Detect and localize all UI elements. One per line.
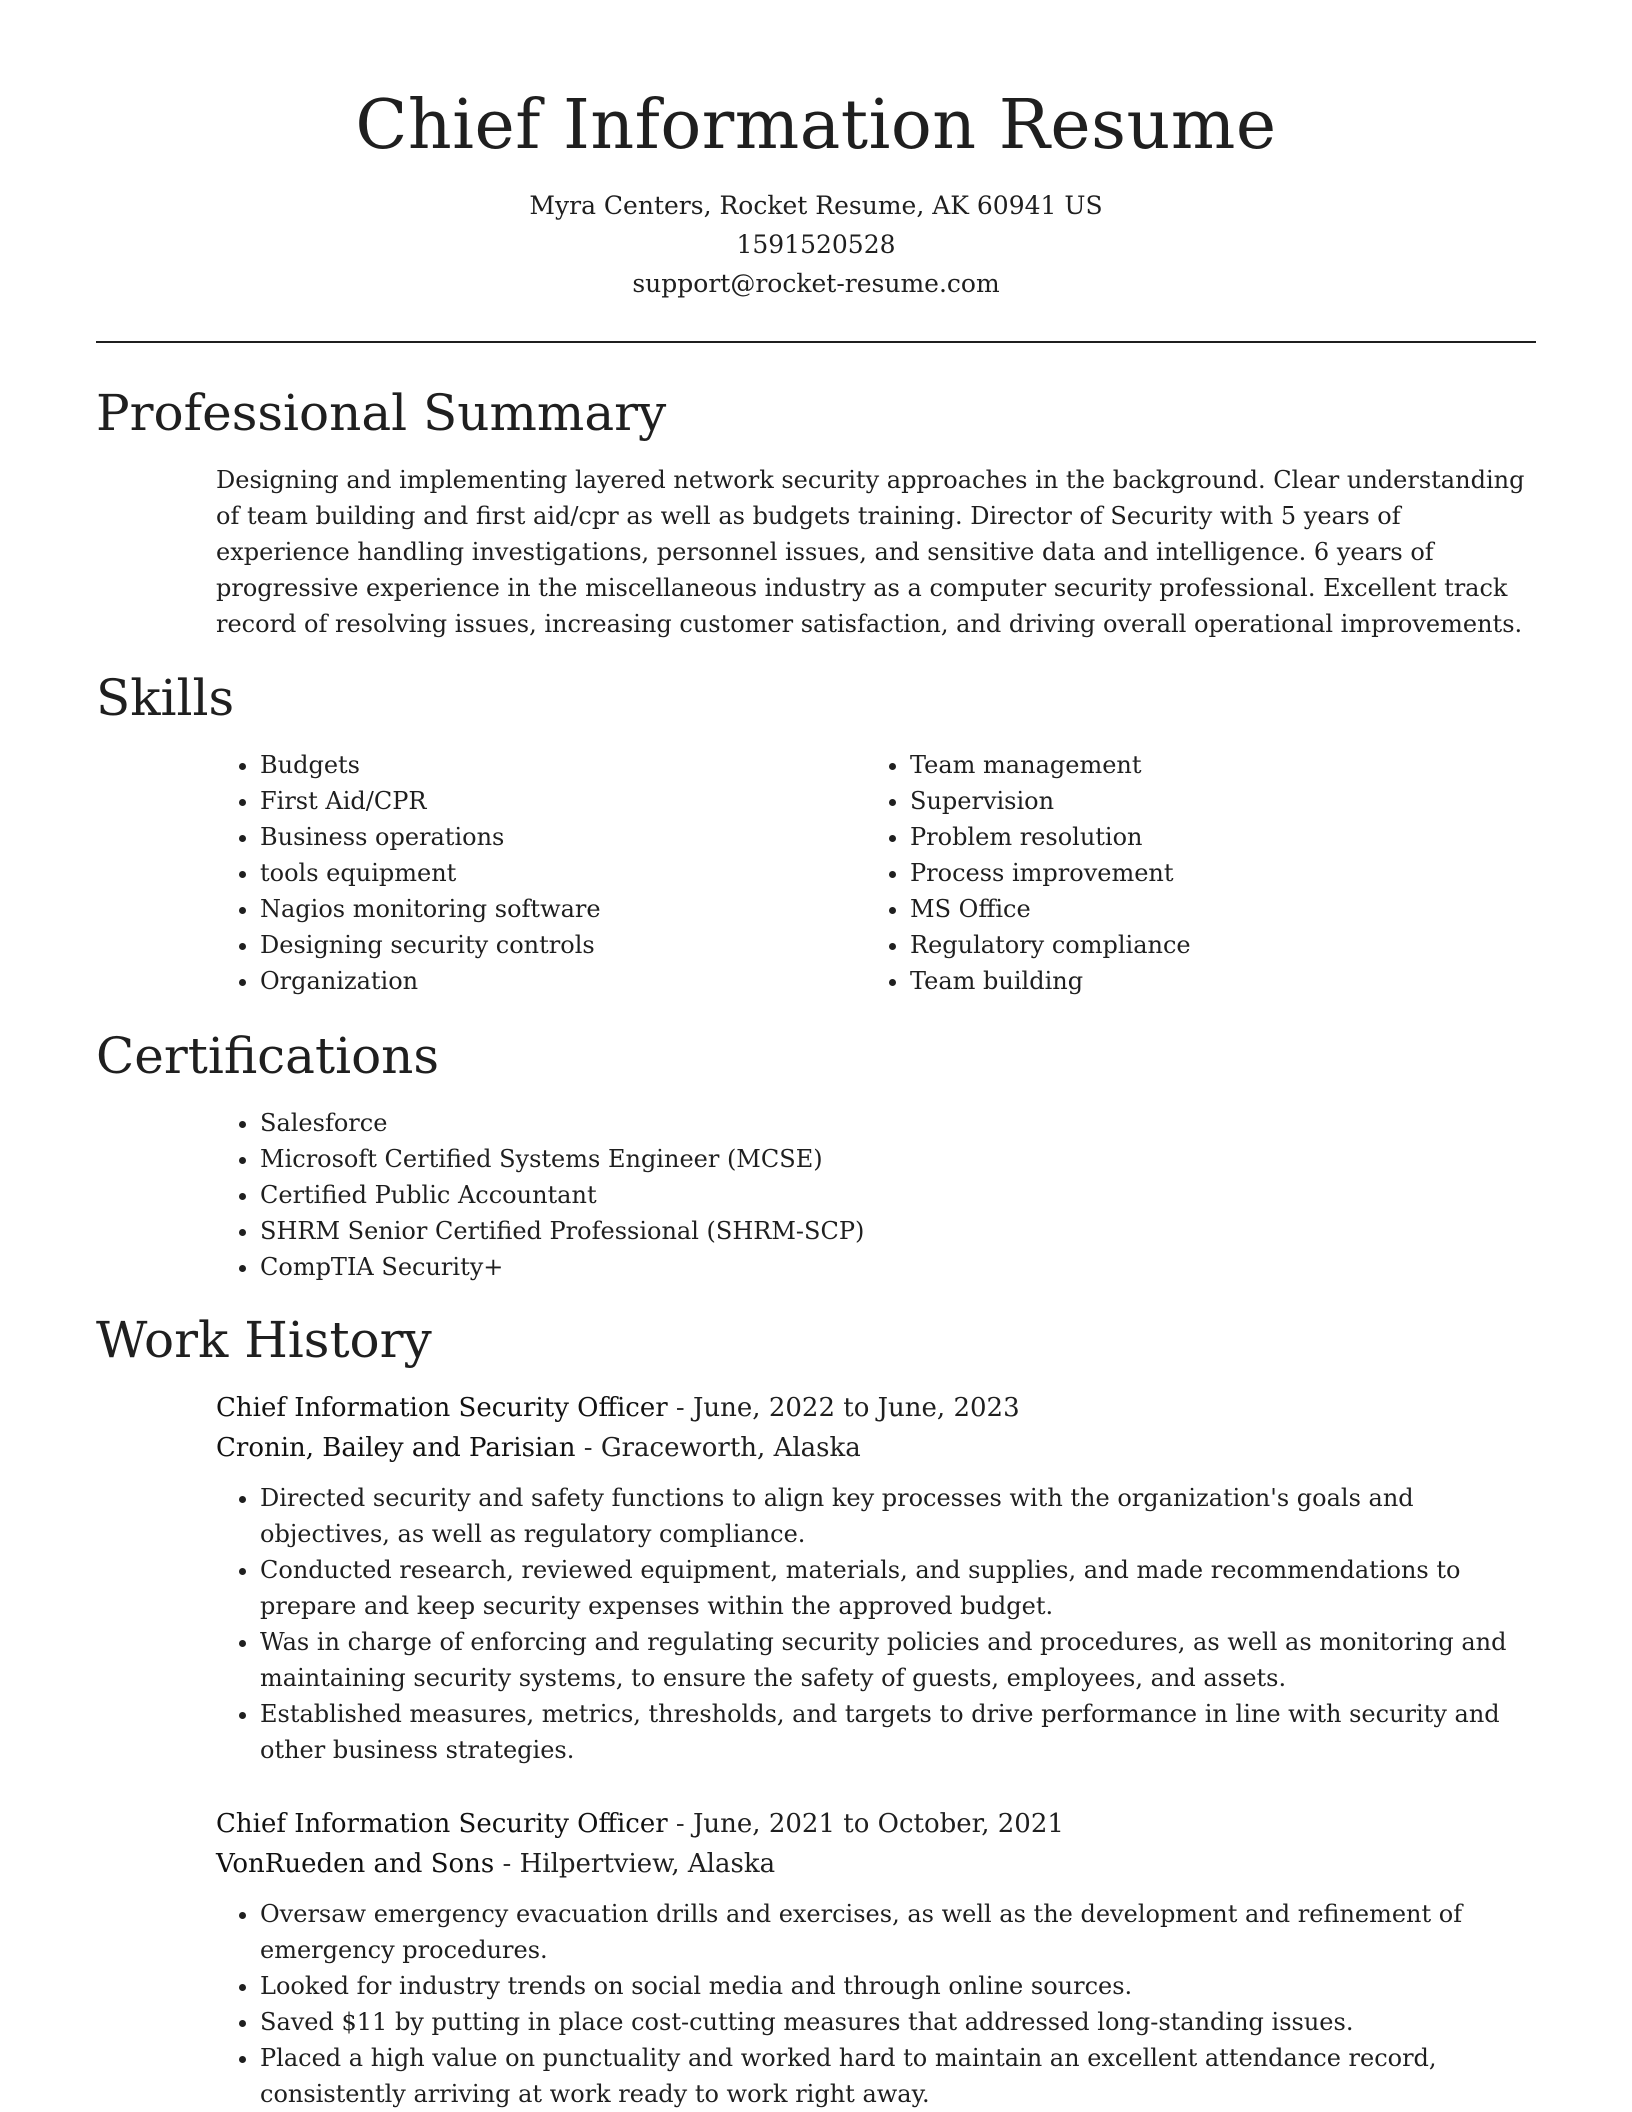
job-bullet: • Established measures, metrics, thresholds, and targets to drive performance in line with security and other business strategies.: [260, 1696, 1536, 1768]
job-bullet: • Was in charge of enforcing and regulating security policies and procedures, as well as monitoring and maintaining security systems, to ensure the safety of guests, employees, and assets.: [260, 1624, 1536, 1696]
job-location: Graceworth, Alaska: [600, 1433, 861, 1463]
job-title-line: Chief Information Security Officer - June, 2022 to June, 2023: [216, 1393, 1020, 1423]
job-title: Chief Information Security Officer: [216, 1809, 668, 1839]
skill-item: • Process improvement: [910, 855, 1516, 891]
job-dates: June, 2022 to June, 2023: [693, 1393, 1020, 1423]
job-bullets: [216, 1896, 1536, 2112]
job-location: Hilpertview, Alaska: [519, 1849, 776, 1879]
resume-header: [96, 80, 1536, 303]
skill-item: • First Aid/CPR: [260, 783, 816, 819]
job-bullets: [216, 1480, 1536, 1768]
skill-item: • Nagios monitoring software: [260, 891, 816, 927]
skill-item: • Budgets: [260, 747, 816, 783]
skill-item: • MS Office: [910, 891, 1516, 927]
certification-item: • SHRM Senior Certified Professional (SHRM-SCP): [260, 1213, 1536, 1249]
certification-item: • Microsoft Certified Systems Engineer (MCSE): [260, 1141, 1536, 1177]
certification-item: • Certified Public Accountant: [260, 1177, 1536, 1213]
skill-item: • Business operations: [260, 819, 816, 855]
skill-item: • Team management: [910, 747, 1516, 783]
job-dates: June, 2021 to October, 2021: [693, 1809, 1064, 1839]
job-title-line: Chief Information Security Officer - June, 2021 to October, 2021: [216, 1809, 1064, 1839]
certification-item: • CompTIA Security+: [260, 1249, 1536, 1285]
summary-text: Designing and implementing layered network security approaches in the background. Clear understanding of team building and first aid/cpr as well as budgets training. Director of Security with 5 years of experience handling investigations, personnel issues, and sensitive data and intelligence. 6 years of progressive experience in the miscellaneous industry as a computer security professional. Excellent track record of resolving issues, increasing customer satisfaction, and driving overall operational improvements.: [216, 466, 1525, 638]
job-bullet: • Oversaw emergency evacuation drills and exercises, as well as the development and refinement of emergency procedures.: [260, 1896, 1536, 1968]
skill-item: • Designing security controls: [260, 927, 816, 963]
skills-list-left: [216, 747, 816, 999]
certifications-heading: Certifications: [96, 1027, 440, 1085]
contact-phone: 1591520528: [736, 230, 896, 259]
skill-item: • Regulatory compliance: [910, 927, 1516, 963]
job-bullet: • Looked for industry trends on social media and through online sources.: [260, 1968, 1536, 2004]
skills-column-left: [216, 747, 816, 999]
skill-item: • Supervision: [910, 783, 1516, 819]
job-entry: [216, 1804, 1536, 2112]
job-entry: [216, 1388, 1536, 1768]
certification-item: • Salesforce: [260, 1105, 1536, 1141]
skill-item: • Team building: [910, 963, 1516, 999]
job-company-line: Cronin, Bailey and Parisian - Graceworth, Alaska: [216, 1433, 861, 1463]
skills-heading: Skills: [96, 669, 235, 727]
resume-title: Chief Information Resume: [355, 86, 1277, 165]
work-history-heading: Work History: [96, 1311, 432, 1369]
skills-column-right: [866, 747, 1516, 999]
skill-item: • Problem resolution: [910, 819, 1516, 855]
job-bullet: • Saved $11 by putting in place cost-cutting measures that addressed long-standing issues.: [260, 2004, 1536, 2040]
job-bullet: • Placed a high value on punctuality and worked hard to maintain an excellent attendance record, consistently arriving at work ready to work right away.: [260, 2040, 1536, 2112]
skill-item: • Organization: [260, 963, 816, 999]
contact-address: Myra Centers, Rocket Resume, AK 60941 US: [529, 191, 1103, 220]
job-bullet: • Directed security and safety functions to align key processes with the organization's goals and objectives, as well as regulatory compliance.: [260, 1480, 1536, 1552]
job-company: VonRueden and Sons: [216, 1849, 495, 1879]
job-bullet: • Conducted research, reviewed equipment, materials, and supplies, and made recommendations to prepare and keep security expenses within the approved budget.: [260, 1552, 1536, 1624]
certifications-list: [216, 1105, 1536, 1285]
certifications-block: [216, 1105, 1536, 1285]
skills-list-right: [866, 747, 1516, 999]
contact-block: [96, 186, 1536, 303]
contact-email: support@rocket-resume.com: [632, 269, 1000, 298]
job-title: Chief Information Security Officer: [216, 1393, 668, 1423]
job-company-line: VonRueden and Sons - Hilpertview, Alaska: [216, 1849, 776, 1879]
summary-heading: Professional Summary: [96, 384, 667, 442]
header-divider: [96, 341, 1536, 343]
skill-item: • tools equipment: [260, 855, 816, 891]
job-company: Cronin, Bailey and Parisian: [216, 1433, 576, 1463]
